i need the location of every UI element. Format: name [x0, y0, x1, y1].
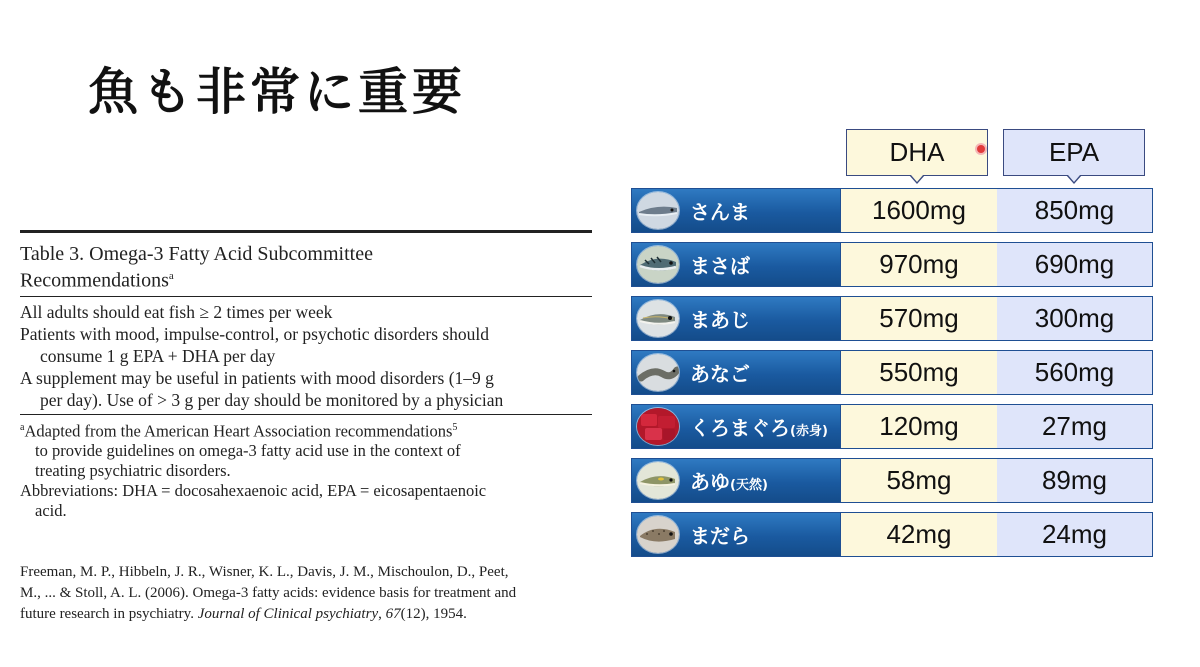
epa-value: 300mg [997, 297, 1152, 340]
fish-label [690, 520, 750, 549]
fish-name-cell [632, 243, 840, 286]
dha-value: 58mg [840, 459, 998, 502]
dha-value: 120mg [840, 405, 998, 448]
fish-name-cell [632, 459, 840, 502]
table-caption [20, 233, 592, 296]
fish-name: あなご [690, 362, 750, 386]
horse-mackerel-icon [637, 300, 679, 337]
laser-pointer-dot [977, 145, 985, 153]
fish-name: まあじ [690, 308, 750, 332]
fish-label [690, 358, 750, 387]
fish-label [690, 250, 750, 279]
footnote-line-1 [20, 418, 592, 442]
citation-text: future research in psychiatry. [20, 606, 198, 622]
fish-row-sanma [631, 188, 1153, 233]
epa-value: 850mg [997, 189, 1152, 232]
fish-row-maaji [631, 296, 1153, 341]
abbreviations-line-1: Abbreviations: DHA = docosahexaenoic acid, EPA = eicosapentaenoic [20, 481, 487, 501]
citation-line-1: Freeman, M. P., Hibbeln, J. R., Wisner, K. L., Davis, J. M., Mischoulon, D., Peet, [20, 564, 509, 580]
epa-header-label: EPA [1048, 137, 1100, 167]
dha-value: 970mg [840, 243, 998, 286]
caption-superscript: a [168, 270, 174, 282]
sweetfish-icon [637, 462, 679, 499]
fish-name: まだら [690, 524, 750, 548]
fish-name-cell [632, 189, 840, 232]
tuna-icon [637, 408, 679, 445]
table-row: Patients with mood, impulse-control, or psychotic disorders should [20, 323, 490, 344]
mackerel-icon [637, 246, 679, 283]
conger-eel-icon [637, 354, 679, 391]
caption-line-2 [20, 265, 592, 292]
fish-name-cell [632, 405, 840, 448]
abbreviations-line-2: acid. [35, 501, 67, 521]
epa-value: 560mg [997, 351, 1152, 394]
fish-name-cell [632, 351, 840, 394]
fish-row-ayu [631, 458, 1153, 503]
dha-value: 550mg [840, 351, 998, 394]
cod-icon [637, 516, 679, 553]
epa-value: 24mg [997, 513, 1152, 556]
citation-journal: Journal of Clinical psychiatry [197, 606, 379, 622]
table-row-continuation: consume 1 g EPA + DHA per day [40, 345, 276, 366]
fish-row-madara [631, 512, 1153, 557]
fish-note: (赤身) [790, 424, 828, 439]
fish-name: あゆ [690, 470, 730, 494]
table-row: All adults should eat fish ≥ 2 times per week [20, 301, 333, 322]
recommendations-table [20, 230, 592, 524]
footnote-reference: 5 [452, 421, 458, 433]
epa-value: 89mg [997, 459, 1152, 502]
table-footnote [20, 415, 592, 525]
fish-label [690, 412, 828, 441]
fish-label [690, 304, 750, 333]
fish-name: まさば [690, 254, 750, 278]
fish-name-cell [632, 297, 840, 340]
citation [20, 562, 620, 625]
table-row: A supplement may be useful in patients with mood disorders (1–9 g [20, 367, 494, 388]
caption-line-2-text: Recommendations [20, 269, 169, 292]
fish-label [690, 196, 750, 225]
fish-row-anago [631, 350, 1153, 395]
fish-name: くろまぐろ [690, 416, 790, 440]
citation-sep: , [378, 606, 386, 622]
epa-value: 27mg [997, 405, 1152, 448]
fish-row-masaba [631, 242, 1153, 287]
citation-line-3 [20, 604, 620, 625]
citation-volume: 67 [385, 606, 401, 622]
footnote-text-1: Adapted from the American Heart Association recommendations [24, 421, 453, 441]
dha-header [846, 129, 988, 176]
epa-header [1003, 129, 1145, 176]
dha-value: 1600mg [840, 189, 998, 232]
fish-name-cell [632, 513, 840, 556]
fish-row-kuromaguro [631, 404, 1153, 449]
table-row-continuation: per day). Use of > 3 g per day should be monitored by a physician [40, 389, 504, 410]
fish-label [690, 466, 768, 495]
epa-value: 690mg [997, 243, 1152, 286]
fish-table [631, 188, 1153, 566]
footnote-marker: a [20, 421, 25, 433]
fish-note: (天然) [730, 478, 768, 493]
fish-name: さんま [690, 200, 750, 224]
dha-value: 570mg [840, 297, 998, 340]
dha-value: 42mg [840, 513, 998, 556]
footnote-line-2: to provide guidelines on omega-3 fatty acid use in the context of [35, 441, 461, 461]
slide-title: 魚も非常に重要 [88, 62, 466, 121]
citation-issue-pages: (12), 1954. [400, 606, 467, 622]
saury-icon [637, 192, 679, 229]
footnote-line-3: treating psychiatric disorders. [35, 461, 231, 481]
table-body [20, 297, 592, 414]
citation-line-2: M., ... & Stoll, A. L. (2006). Omega-3 fatty acids: evidence basis for treatment and [20, 585, 517, 601]
dha-header-label: DHA [889, 137, 945, 167]
caption-line-1: Table 3. Omega-3 Fatty Acid Subcommittee [20, 243, 373, 265]
